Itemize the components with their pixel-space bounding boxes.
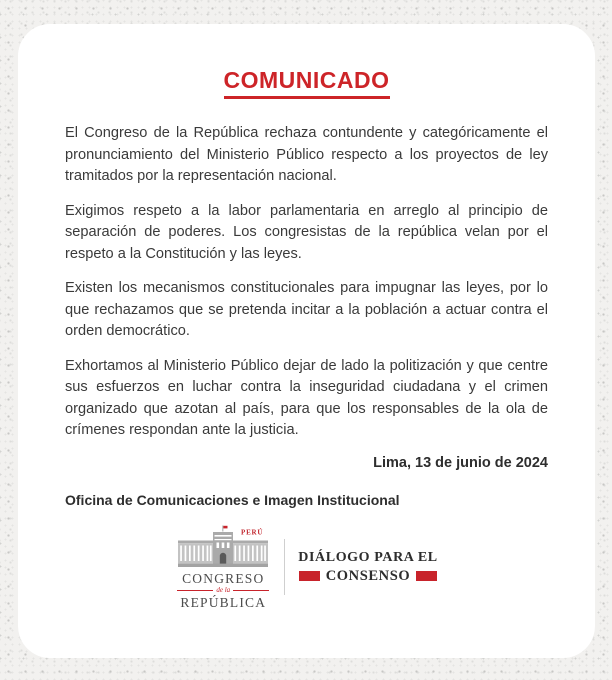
slogan-line1: DIÁLOGO PARA EL: [298, 549, 438, 565]
congress-connector: [177, 587, 269, 594]
connector-rule-left: [177, 590, 213, 591]
flag-icon: [224, 526, 228, 529]
congress-name-line2: REPÚBLICA: [180, 594, 267, 610]
slogan-line2-row: [298, 568, 437, 585]
body-paragraph-1: El Congreso de la República rechaza contundente y categóricamente el pronunciamiento del Ministerio Público respecto a los proyectos de ley tramitados por la representación nacional.: [65, 125, 548, 185]
flag-pole: [223, 525, 224, 531]
building-right-cornice: [233, 540, 268, 543]
connector-rule-right: [233, 590, 269, 591]
congress-building-icon: [175, 525, 271, 571]
building-right-wing: [233, 543, 268, 564]
body-paragraph-4: Exhortamos al Ministerio Público dejar de lado la politización y que centre sus esfuerzos en luchar contra la inseguridad ciudadana y el crimen organizado que azotan al país, para que los responsables de la ola de crímenes respondan ante la justicia.: [65, 357, 548, 439]
footer-logos: [65, 525, 548, 610]
body-paragraph-3: Existen los mecanismos constitucionales para impugnar las leyes, por lo que rechazamos que se pretenda incitar a la población a actuar contra el orden democrático.: [65, 280, 548, 340]
peru-label: PERÚ: [241, 528, 264, 537]
signature: Oficina de Comunicaciones e Imagen Institucional: [65, 491, 400, 508]
slogan-line2-text: CONSENSO: [325, 567, 411, 584]
congress-logo: [175, 525, 271, 610]
dateline: Lima, 13 de junio de 2024: [373, 454, 548, 471]
connector-text: de la: [216, 585, 231, 594]
building-base: [178, 563, 268, 566]
title-wrap: [65, 68, 548, 99]
congress-name-line1: CONGRESO: [182, 570, 265, 586]
logo-divider: [284, 539, 285, 595]
communique-card: [18, 24, 595, 658]
slogan: [298, 550, 437, 585]
page-title: COMUNICADO: [224, 68, 390, 99]
red-block-left: [299, 571, 320, 581]
red-block-right: [416, 571, 437, 581]
building-left-cornice: [178, 540, 213, 543]
body-paragraph-2: Exigimos respeto a la labor parlamentaria en arreglo al principio de separación de poderes. Los congresistas de la república velan por el respeto a la Constitución y las leyes.: [65, 202, 548, 262]
